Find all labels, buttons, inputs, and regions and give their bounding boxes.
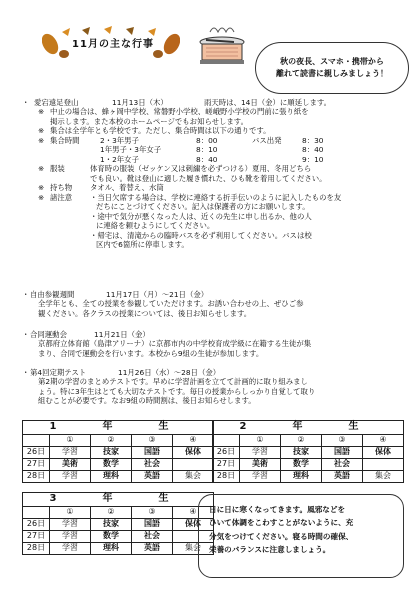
subject-cell: 集会 bbox=[173, 470, 214, 482]
sanma-grill-icon bbox=[192, 22, 252, 68]
subject-cell-empty bbox=[173, 458, 214, 470]
subject-cell: 学習 bbox=[50, 542, 91, 554]
other-line: ・帰宅は、清滝からの臨時バスを必ず利用してください。バスは校 bbox=[90, 230, 312, 240]
bullet: ・ bbox=[22, 290, 30, 299]
schedule-bus-label bbox=[252, 155, 302, 164]
year-heading: 2 年 生 bbox=[213, 421, 404, 435]
subject-cell-empty bbox=[363, 458, 404, 470]
subject-cell: 国語 bbox=[132, 518, 173, 530]
other-label: 諸注意 bbox=[50, 192, 73, 202]
note-mark: ※ bbox=[38, 135, 45, 145]
section-climb bbox=[22, 98, 402, 250]
subject-cell: 理科 bbox=[281, 470, 322, 482]
schedule-grade: 2・3年男子 bbox=[100, 135, 139, 145]
visit-line: 全学年とも、全ての授業を参観していただけます。お誘い合わせの上、ぜひご参 bbox=[38, 299, 304, 309]
note-text: 集合は全学年とも学校です。ただし、集合時間は以下の通りです。 bbox=[50, 126, 271, 136]
sports-date: 11月21日（金） bbox=[94, 330, 150, 339]
day-cell: 28日 bbox=[23, 542, 50, 554]
timetable-year2 bbox=[212, 420, 404, 483]
subject-cell: 集会 bbox=[363, 470, 404, 482]
reading-campaign-bubble bbox=[255, 42, 409, 94]
note-mark: ※ bbox=[38, 126, 45, 136]
subject-cell: 学習 bbox=[240, 446, 281, 458]
schedule-time: 8：10 bbox=[196, 145, 218, 155]
bullet: ・ bbox=[22, 368, 30, 377]
subject-cell: 保体 bbox=[363, 446, 404, 458]
health-line: ひいて体調をこわすことがないように、充 bbox=[209, 518, 354, 528]
schedule-bus-label: バス出発 bbox=[252, 135, 282, 145]
subject-cell: 技家 bbox=[281, 446, 322, 458]
other-line: ・当日欠席する場合は、学校に連絡する折手伝いのように記入したものを友 bbox=[90, 192, 342, 202]
subject-cell: 社会 bbox=[132, 530, 173, 542]
items-text: タオル、着替え、水筒 bbox=[90, 183, 164, 193]
subject-cell: 保体 bbox=[173, 518, 214, 530]
year-heading: 1 年 生 bbox=[23, 421, 214, 435]
title-banner bbox=[42, 26, 180, 60]
subject-cell: 学習 bbox=[50, 446, 91, 458]
bullet: ・ bbox=[22, 98, 30, 107]
bubble-line-1: 秋の夜長、スマホ・携帯から bbox=[280, 57, 384, 67]
subject-cell: 社会 bbox=[132, 458, 173, 470]
clothing-line: でも良い。靴は登山に適した履き慣れた、ひも靴を着用してください。 bbox=[90, 173, 327, 183]
subject-cell: 数学 bbox=[281, 458, 322, 470]
bubble-line-2: 離れて読書に親しみましょう！ bbox=[276, 69, 388, 78]
day-cell: 28日 bbox=[213, 470, 240, 482]
timetable-year1 bbox=[22, 420, 214, 483]
day-cell: 27日 bbox=[23, 530, 50, 542]
period-header: ③ bbox=[132, 434, 173, 446]
note-mark: ※ bbox=[38, 183, 45, 193]
bullet: ・ bbox=[22, 330, 30, 339]
note-mark: ※ bbox=[38, 192, 45, 202]
note-text: 掲示します。また本校のホームページでもお知らせします。 bbox=[50, 116, 248, 126]
period-header: ③ bbox=[322, 434, 363, 446]
timetable bbox=[22, 420, 214, 483]
subject-cell: 数学 bbox=[91, 530, 132, 542]
subject-cell: 社会 bbox=[322, 458, 363, 470]
other-line: 区内で6箇所に停車します。 bbox=[96, 240, 189, 250]
test-name: 第4回定期テスト bbox=[30, 368, 87, 377]
subject-cell: 集会 bbox=[173, 542, 214, 554]
subject-cell: 数学 bbox=[91, 458, 132, 470]
subject-cell: 英語 bbox=[322, 470, 363, 482]
schedule-grade: 1年男子・3年女子 bbox=[100, 145, 162, 155]
other-line: だちにことづけてください。記入は保護者の方にお願いします。 bbox=[96, 202, 310, 212]
subject-cell: 学習 bbox=[50, 518, 91, 530]
period-header: ① bbox=[50, 506, 91, 518]
subject-cell: 学習 bbox=[50, 470, 91, 482]
grill-illustration bbox=[192, 22, 252, 68]
schedule-time: 8：00 bbox=[196, 135, 218, 145]
clothing-label: 服装 bbox=[50, 164, 65, 174]
day-cell: 26日 bbox=[23, 446, 50, 458]
test-line: 組むことが必要です。なお9組の時間割は、後日お知らせします。 bbox=[38, 396, 256, 406]
test-line: 第2期の学習のまとめテストです。早めに学習計画を立てて計画的に取り組みまし bbox=[38, 377, 308, 387]
subject-cell: 保体 bbox=[173, 446, 214, 458]
climb-name: 愛宕遠足登山 bbox=[34, 98, 79, 107]
section-visit bbox=[22, 290, 402, 318]
subject-cell: 国語 bbox=[132, 446, 173, 458]
subject-cell: 美術 bbox=[240, 458, 281, 470]
note-mark: ※ bbox=[38, 164, 45, 174]
schedule-bus-time: 9：10 bbox=[302, 154, 324, 164]
subject-cell: 英語 bbox=[132, 470, 173, 482]
climb-date: 11月13日（木） bbox=[112, 98, 168, 107]
subject-cell: 理科 bbox=[91, 470, 132, 482]
day-cell: 27日 bbox=[23, 458, 50, 470]
period-header: ④ bbox=[173, 506, 214, 518]
sports-name: 合同運動会 bbox=[30, 330, 67, 339]
year-heading: 3 年 生 bbox=[23, 493, 214, 507]
subject-cell: 学習 bbox=[240, 470, 281, 482]
note-text: 中止の場合は、蜂ヶ岡中学校、常磐野小学校、嵯峨野小学校の門前に張り紙を bbox=[50, 107, 309, 117]
schedule-label: 集合時間 bbox=[50, 135, 80, 145]
subject-cell: 技家 bbox=[91, 518, 132, 530]
period-header: ② bbox=[281, 434, 322, 446]
timetable bbox=[22, 492, 214, 555]
timetable bbox=[212, 420, 404, 483]
subject-cell: 学習 bbox=[50, 530, 91, 542]
other-line: に連絡を頼むようにしてください。 bbox=[96, 221, 215, 231]
schedule-bus-time: 8：30 bbox=[302, 135, 324, 145]
health-note bbox=[198, 494, 404, 578]
health-line: 栄養のバランスに注意しましょう。 bbox=[209, 544, 331, 554]
subject-cell: 理科 bbox=[91, 542, 132, 554]
visit-date: 11月17日（月）～21日（金） bbox=[106, 290, 209, 299]
health-line: 日に日に寒くなってきます。風邪などを bbox=[209, 505, 346, 514]
section-test bbox=[22, 368, 402, 406]
subject-cell: 英語 bbox=[132, 542, 173, 554]
visit-name: 自由参観週間 bbox=[30, 290, 75, 299]
period-header: ④ bbox=[173, 434, 214, 446]
page-title: 11月の主な行事 bbox=[72, 39, 154, 50]
section-sports bbox=[22, 330, 402, 358]
clothing-line: 体育時の服装（ゼッケン又は刺繍を必ずつける）夏用、冬用どちら bbox=[90, 164, 312, 174]
timetable-year3 bbox=[22, 492, 214, 555]
subject-cell: 国語 bbox=[322, 446, 363, 458]
climb-rain-note: 雨天時は、14日（金）に順延します。 bbox=[204, 98, 332, 107]
test-date: 11月26日（水）～28日（金） bbox=[118, 368, 221, 377]
schedule-time: 8：40 bbox=[196, 154, 218, 164]
period-header: ② bbox=[91, 434, 132, 446]
day-cell: 26日 bbox=[213, 446, 240, 458]
visit-line: 観ください。各クラスの授業については、後日お知らせします。 bbox=[38, 308, 252, 318]
period-header: ① bbox=[240, 434, 281, 446]
other-line: ・途中で気分が悪くなった人は、近くの先生に申し出るか、他の人 bbox=[90, 211, 312, 221]
period-header: ① bbox=[50, 434, 91, 446]
subject-cell: 技家 bbox=[91, 446, 132, 458]
sports-line: まり、合同で運動会を行います。本校から9組の生徒が参加します。 bbox=[38, 348, 264, 358]
subject-cell: 美術 bbox=[50, 458, 91, 470]
schedule-grade: 1・2年女子 bbox=[100, 154, 139, 164]
test-line: ょう。特に3年生はとても大切なテストです。毎日の授業からしっかり自覚して取り bbox=[38, 386, 316, 396]
period-header: ② bbox=[91, 506, 132, 518]
note-mark bbox=[38, 117, 50, 126]
day-cell: 27日 bbox=[213, 458, 240, 470]
schedule-bus-time: 8：40 bbox=[302, 145, 324, 155]
health-line: 分気をつけてください。寝る時間の確保、 bbox=[209, 531, 354, 541]
day-cell: 26日 bbox=[23, 518, 50, 530]
sports-line: 京都府立体育館（島津アリーナ）に京都市内の中学校育成学級に在籍する生徒が集 bbox=[38, 339, 312, 349]
note-mark: ※ bbox=[38, 107, 45, 117]
day-cell: 28日 bbox=[23, 470, 50, 482]
schedule-bus-label bbox=[252, 145, 302, 154]
period-header: ③ bbox=[132, 506, 173, 518]
items-label: 持ち物 bbox=[50, 183, 73, 193]
period-header: ④ bbox=[363, 434, 404, 446]
